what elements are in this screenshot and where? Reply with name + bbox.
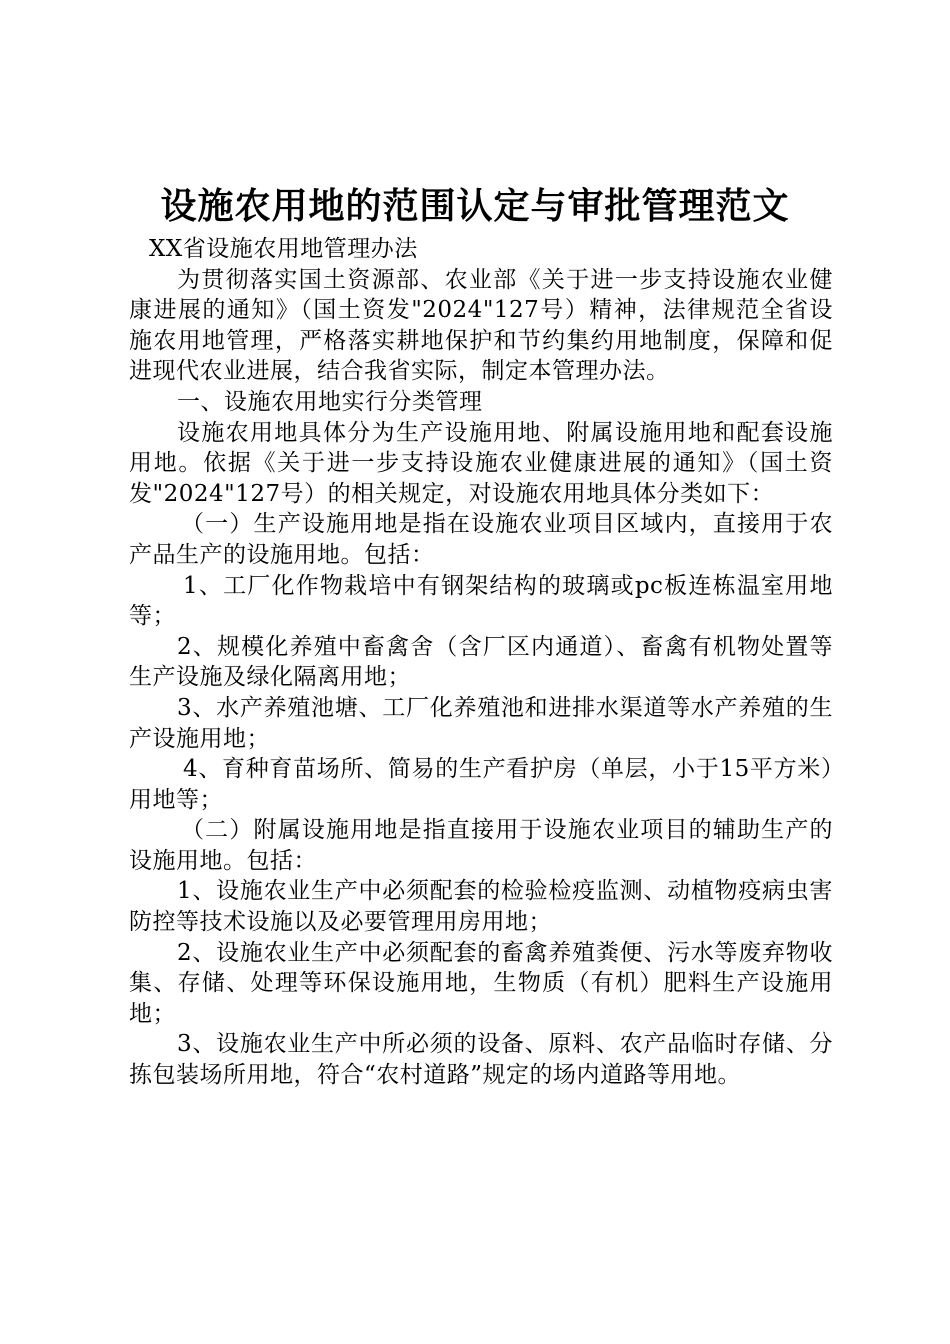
intro-paragraph: 为贯彻落实国土资源部、农业部《关于进一步支持设施农业健康进展的通知》（国土资发"2024"127号）精神，法律规范全省设施农用地管理，严格落实耕地保护和节约集约用地制度，保障和促进现代农业进展，结合我省实际，制定本管理办法。 bbox=[129, 266, 833, 385]
body-paragraph: 设施农用地具体分为生产设施用地、附属设施用地和配套设施用地。依据《关于进一步支持设施农业健康进展的通知》（国土资发"2024"127号）的相关规定，对设施农用地具体分类如下： bbox=[129, 419, 833, 507]
list-item: 4、育种育苗场所、简易的生产看护房（单层，小于15平方米）用地等； bbox=[129, 756, 833, 813]
document-title: 设施农用地的范围认定与审批管理范文 bbox=[160, 186, 790, 227]
section-heading: 一、设施农用地实行分类管理 bbox=[177, 388, 483, 415]
subtitle-paragraph: XX省设施农用地管理办法 bbox=[149, 236, 418, 262]
list-item: 3、水产养殖池塘、工厂化养殖池和进排水渠道等水产养殖的生产设施用地； bbox=[129, 694, 833, 752]
subsection-heading: （二）附属设施用地是指直接用于设施农业项目的辅助生产的设施用地。包括： bbox=[129, 817, 833, 874]
document-body bbox=[129, 234, 833, 1091]
list-item: 1、工厂化作物栽培中有钢架结构的玻璃或pc板连栋温室用地等； bbox=[129, 572, 833, 630]
list-item: 2、设施农业生产中必须配套的畜禽养殖粪便、污水等废弃物收集、存储、处理等环保设施用地，生物质（有机）肥料生产设施用地； bbox=[129, 939, 833, 1027]
subsection-heading: （一）生产设施用地是指在设施农业项目区域内，直接用于农产品生产的设施用地。包括： bbox=[129, 511, 833, 568]
list-item: 2、规模化养殖中畜禽舍（含厂区内通道）、畜禽有机物处置等生产设施及绿化隔离用地； bbox=[129, 633, 833, 691]
list-item: 1、设施农业生产中必须配套的检验检疫监测、动植物疫病虫害防控等技术设施以及必要管理用房用地； bbox=[129, 878, 833, 936]
list-item: 3、设施农业生产中所必须的设备、原料、农产品临时存储、分拣包装场所用地，符合“农村道路”规定的场内道路等用地。 bbox=[129, 1031, 833, 1089]
